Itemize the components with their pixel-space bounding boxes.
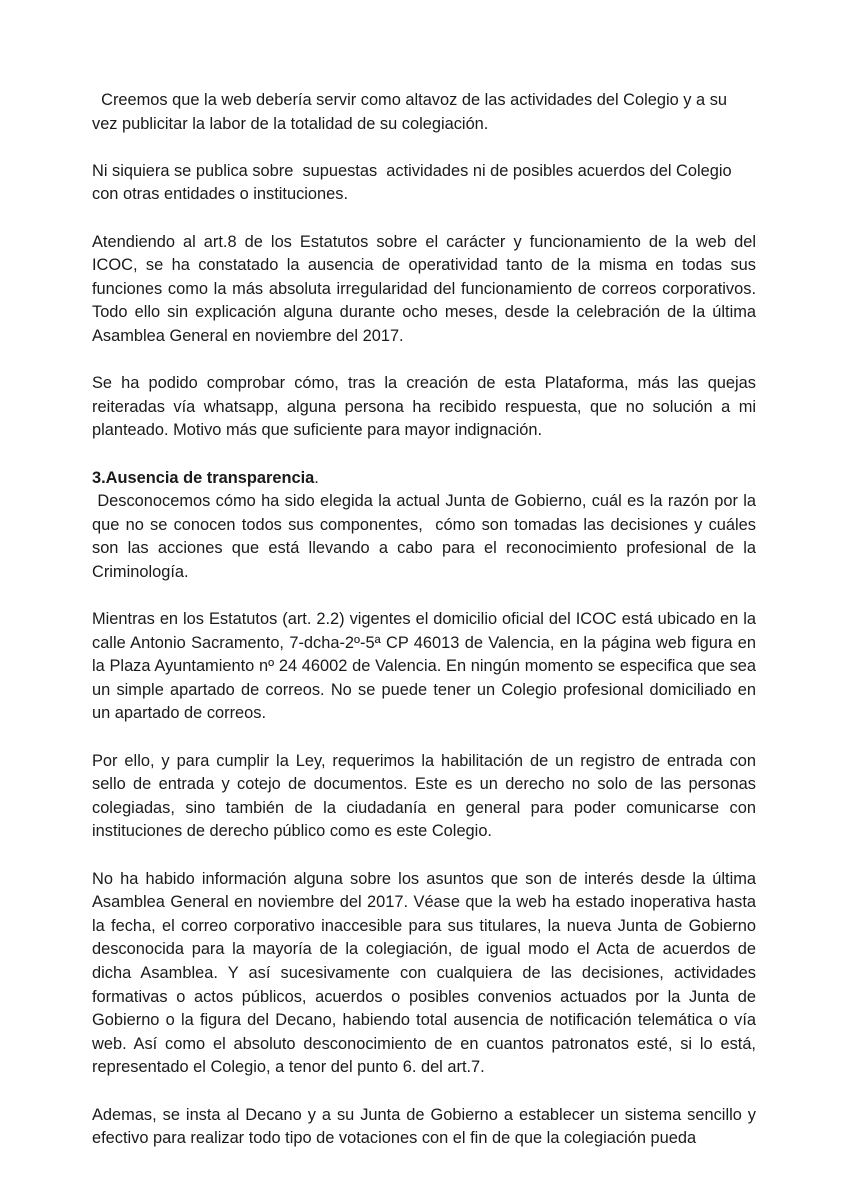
document-page [92,89,761,1174]
paragraph-plataforma: Se ha podido comprobar cómo, tras la creación de esta Plataforma, más las quejas reiteradas vía whatsapp, alguna persona ha recibido respuesta, que no solución a mi planteado. Motivo más que suficiente para mayor indignación. [92,374,756,440]
paragraph-junta-gobierno: Desconocemos cómo ha sido elegida la actual Junta de Gobierno, cuál es la razón por la que no se conocen todos sus componentes, cómo son tomadas las decisiones y cuáles son las acciones que está llevando a cabo para el reconocimiento profesional de la Criminología. [92,492,761,581]
paragraph-registro-entrada: Por ello, y para cumplir la Ley, requerimos la habilitación de un registro de entrada con sello de entrada y cotejo de documentos. Este es un derecho no solo de las personas colegiadas, sino también de la ciudadanía en general para poder comunicarse con instituciones de derecho público como es este Colegio. [92,751,756,841]
paragraph-web-altavoz: Creemos que la web debería servir como altavoz de las actividades del Colegio y a su vez publicitar la labor de la totalidad de su colegiación. [92,91,732,133]
paragraph-domicilio: Mientras en los Estatutos (art. 2.2) vigentes el domicilio oficial del ICOC está ubicado en la calle Antonio Sacramento, 7-dcha-2º-5ª CP 46013 de Valencia, en la página web figura en la Plaza Ayuntamiento nº 24 46002 de Valencia. En ningún momento se especifica que sea un simple apartado de correos. No se puede tener un Colegio profesional domiciliado en un apartado de correos. [92,610,756,723]
section-heading-transparencia [92,467,756,491]
section-heading-dot: . [314,468,319,487]
section-heading-text: 3.Ausencia de transparencia [92,468,315,487]
paragraph-informacion: No ha habido información alguna sobre los asuntos que son de interés desde la última Asamblea General en noviembre del 2017. Véase que la web ha estado inoperativa hasta la fecha, el correo corporativo inaccesible para sus titulares, la nueva Junta de Gobierno desconocida para la mayoría de la colegiación, de igual modo el Acta de acuerdos de dicha Asamblea. Y así sucesivamente con cualquiera de las decisiones, actividades formativas o actos públicos, acuerdos o posibles convenios actuados por la Junta de Gobierno o la figura del Decano, habiendo total ausencia de notificación telemática o vía web. Así como el absoluto desconocimiento de en cuantos patronatos esté, si lo está, representado el Colegio, a tenor del punto 6. del art.7. [92,869,756,1077]
paragraph-art8-estatutos: Atendiendo al art.8 de los Estatutos sobre el carácter y funcionamiento de la web del ICOC, se ha constatado la ausencia de operatividad tanto de la misma en todas sus funciones como la más absoluta irregularidad del funcionamiento de correos corporativos. Todo ello sin explicación alguna durante ocho meses, desde la celebración de la última Asamblea General en noviembre del 2017. [92,232,756,345]
paragraph-ni-siquiera: Ni siquiera se publica sobre supuestas actividades ni de posibles acuerdos del Colegio con otras entidades o instituciones. [92,161,737,204]
paragraph-votaciones: Ademas, se insta al Decano y a su Junta de Gobierno a establecer un sistema sencillo y efectivo para realizar todo tipo de votaciones con el fin de que la colegiación pueda [92,1105,756,1148]
